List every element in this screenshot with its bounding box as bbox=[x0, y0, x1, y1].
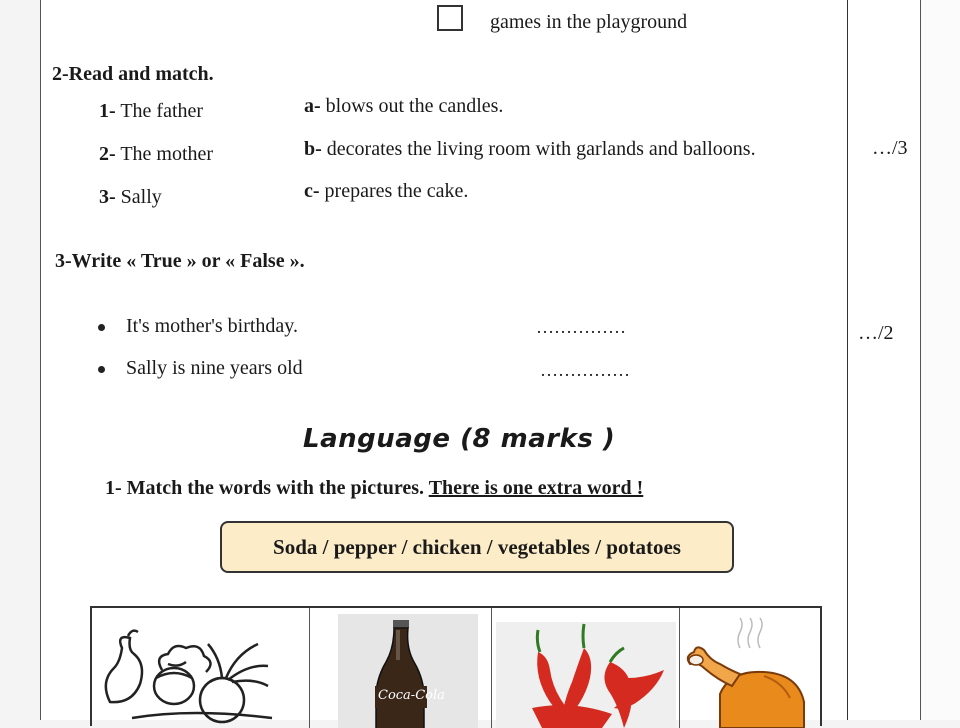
match-action-text: prepares the cake. bbox=[324, 180, 469, 202]
tf-answer-blank-1[interactable]: …………… bbox=[536, 317, 626, 337]
match-action-letter: a- bbox=[304, 95, 321, 117]
score-margin-column bbox=[848, 0, 921, 720]
picture-cell-chicken bbox=[680, 608, 824, 728]
tf-statement-2: Sally is nine years old bbox=[126, 357, 303, 379]
picture-cell-peppers bbox=[492, 608, 680, 728]
word-bank-box: Soda / pepper / chicken / vegetables / potatoes bbox=[220, 521, 734, 573]
checkbox-item-label: games in the playground bbox=[490, 11, 688, 33]
answer-checkbox[interactable] bbox=[437, 5, 463, 31]
instruction-underlined: There is one extra word ! bbox=[428, 477, 644, 499]
match-action-a bbox=[304, 95, 503, 118]
match-person-num: 2- bbox=[99, 143, 116, 165]
match-action-text: decorates the living room with garlands and balloons. bbox=[326, 138, 756, 160]
outer-margin bbox=[921, 0, 960, 720]
match-person-num: 3- bbox=[99, 186, 116, 208]
roast-chicken-icon bbox=[680, 608, 824, 728]
section2-title: 2-Read and match. bbox=[52, 63, 214, 85]
section3-title: 3-Write « True » or « False ». bbox=[55, 250, 305, 272]
match-action-b bbox=[304, 138, 756, 161]
bullet-icon bbox=[98, 366, 105, 373]
bullet-icon bbox=[98, 324, 105, 331]
match-person-1 bbox=[99, 100, 203, 123]
picture-cell-vegetables bbox=[92, 608, 310, 728]
match-action-letter: b- bbox=[304, 138, 322, 160]
match-person-3 bbox=[99, 186, 162, 209]
match-person-text: The mother bbox=[120, 143, 214, 165]
match-person-text: Sally bbox=[120, 186, 162, 208]
vegetables-icon bbox=[92, 608, 310, 728]
match-action-text: blows out the candles. bbox=[325, 95, 504, 117]
picture-cell-soda bbox=[310, 608, 492, 728]
tf-statement-1: It's mother's birthday. bbox=[126, 315, 298, 337]
section3-score: …/2 bbox=[858, 322, 894, 344]
match-person-num: 1- bbox=[99, 100, 116, 122]
language-heading: Language (8 marks ) bbox=[303, 424, 616, 454]
section2-score: …/3 bbox=[872, 137, 908, 159]
tf-answer-blank-2[interactable]: …………… bbox=[540, 360, 630, 380]
instruction-text: 1- Match the words with the pictures. bbox=[105, 477, 425, 499]
match-person-2 bbox=[99, 143, 213, 166]
match-action-c bbox=[304, 180, 468, 203]
picture-table bbox=[90, 606, 822, 726]
soda-bottle-icon bbox=[310, 608, 492, 728]
language-instruction bbox=[105, 477, 643, 500]
match-action-letter: c- bbox=[304, 180, 320, 202]
red-pepper-icon bbox=[492, 608, 680, 728]
bottle-label: Coca-Cola bbox=[378, 688, 445, 703]
match-person-text: The father bbox=[120, 100, 204, 122]
